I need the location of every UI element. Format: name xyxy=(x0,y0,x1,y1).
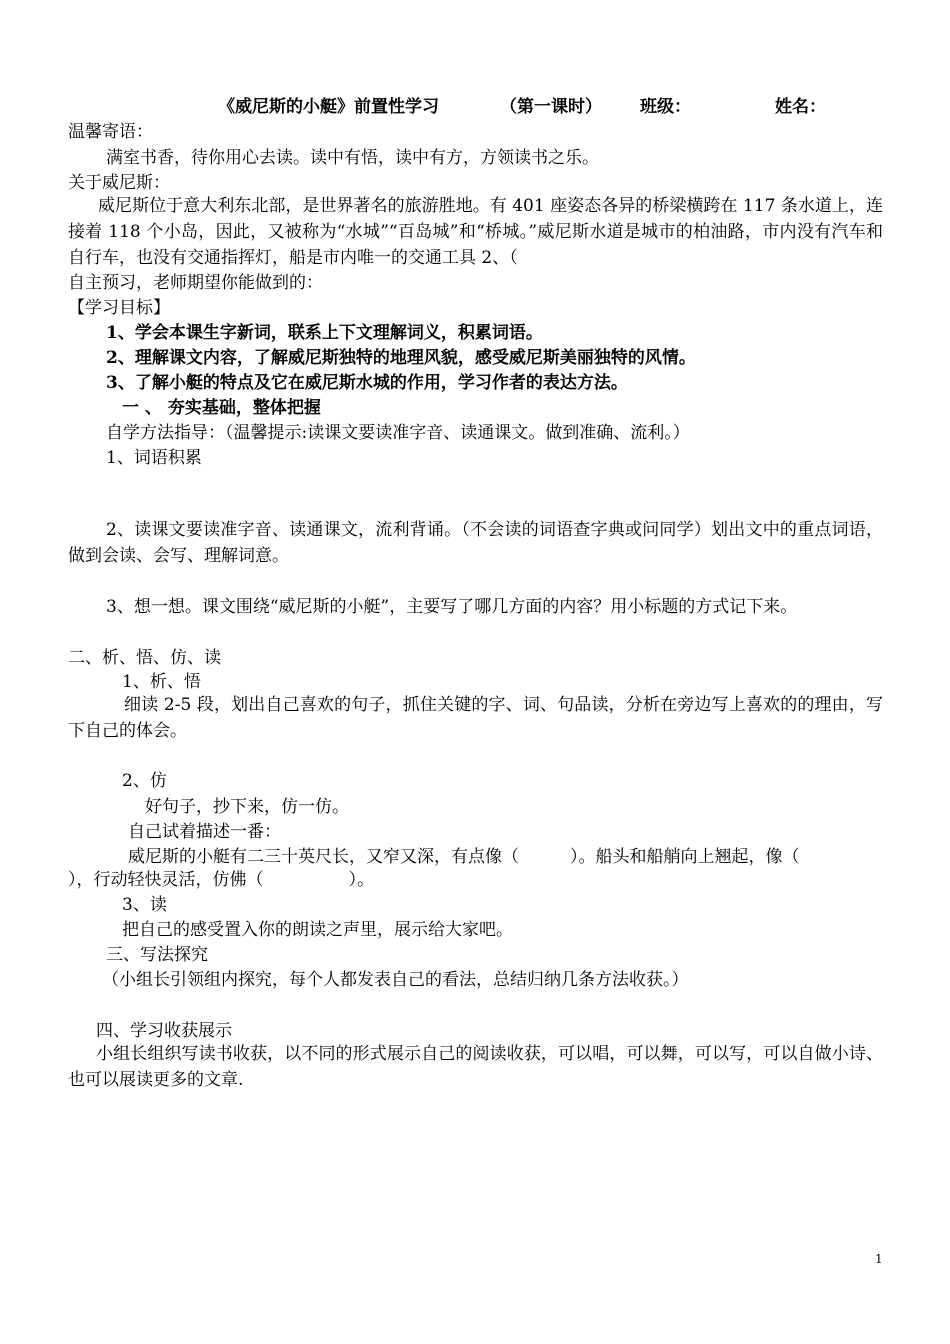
section4-heading: 四、学习收获展示 xyxy=(96,1021,232,1041)
class-label: 班级： xyxy=(640,97,691,117)
section2-sub3: 3、读 xyxy=(122,895,167,915)
section2-sub2-text2: 自己试着描述一番： xyxy=(128,822,281,842)
about-paragraph: 威尼斯位于意大利东北部，是世界著名的旅游胜地。有 401 座姿态各异的桥梁横跨在 117 条水道上，连接着 118 个小岛，因此，又被称为“水城”“百岛城”和“桥城。”威尼斯水道是城市的柏油路，市内没有汽车和自行车，也没有交通指挥灯，船是市内唯一的交通工具 2、（ xyxy=(68,196,883,268)
greeting-text: 满室书香，待你用心去读。读中有悟，读中有方，方领读书之乐。 xyxy=(106,148,599,168)
section2-sub2-line1: 威尼斯的小艇有二三十英尺长，又窄又深，有点像（ ）。船头和船艄向上翘起，像（ xyxy=(128,847,800,867)
page-title: 《威尼斯的小艇》前置性学习 xyxy=(218,97,439,117)
section2-heading: 二、析、悟、仿、读 xyxy=(68,648,221,668)
section2-sub1-text: 细读 2-5 段，划出自己喜欢的句子，抓住关键的字、词、句品读，分析在旁边写上喜欢的的理由，写下自己的体会。 xyxy=(68,695,883,741)
goal-item-3: 3、了解小艇的特点及它在威尼斯水城的作用，学习作者的表达方法。 xyxy=(106,373,628,393)
section2-sub2: 2、仿 xyxy=(122,771,167,791)
section2-sub2-line2: ），行动轻快灵活，仿佛（ ）。 xyxy=(68,870,374,890)
section3-heading: 三、写法探究 xyxy=(106,945,208,965)
section2-sub1: 1、析、悟 xyxy=(122,672,201,692)
goal-item-2: 2、理解课文内容，了解威尼斯独特的地理风貌，感受威尼斯美丽独特的风情。 xyxy=(106,348,696,368)
section1-item1: 1、词语积累 xyxy=(106,448,202,468)
section1-heading: 一 、 夯实基础，整体把握 xyxy=(122,398,321,418)
name-label: 姓名： xyxy=(775,97,826,117)
goal-item-1: 1、学会本课生字新词，联系上下文理解词义，积累词语。 xyxy=(106,323,543,343)
greeting-heading: 温馨寄语： xyxy=(68,122,153,142)
lesson-label: （第一课时） xyxy=(500,97,602,117)
section2-sub3-text: 把自己的感受置入你的朗读之声里，展示给大家吧。 xyxy=(122,920,513,940)
section1-item3: 3、想一想。课文围绕“威尼斯的小艇”，主要写了哪几方面的内容？用小标题的方式记下来。 xyxy=(106,597,798,617)
section2-sub2-text1: 好句子，抄下来，仿一仿。 xyxy=(145,797,349,817)
page-number: 1 xyxy=(875,1252,883,1266)
preview-intro: 自主预习，老师期望你能做到的： xyxy=(68,273,323,293)
section1-method: 自学方法指导：（温馨提示:读课文要读准字音、读通课文。做到准确、流利。） xyxy=(106,423,690,443)
section3-text: （小组长引领组内探究，每个人都发表自己的看法，总结归纳几条方法收获。） xyxy=(102,970,689,990)
section1-item2: 2、读课文要读准字音、读通课文，流利背诵。（不会读的词语查字典或问同学）划出文中的重点词语，做到会读、会写、理解词意。 xyxy=(68,520,883,566)
goals-heading: 【学习目标】 xyxy=(68,298,170,318)
section4-text: 小组长组织写读书收获，以不同的形式展示自己的阅读收获，可以唱，可以舞，可以写，可以自做小诗、也可以展读更多的文章. xyxy=(68,1044,883,1090)
about-heading: 关于威尼斯： xyxy=(68,173,170,193)
